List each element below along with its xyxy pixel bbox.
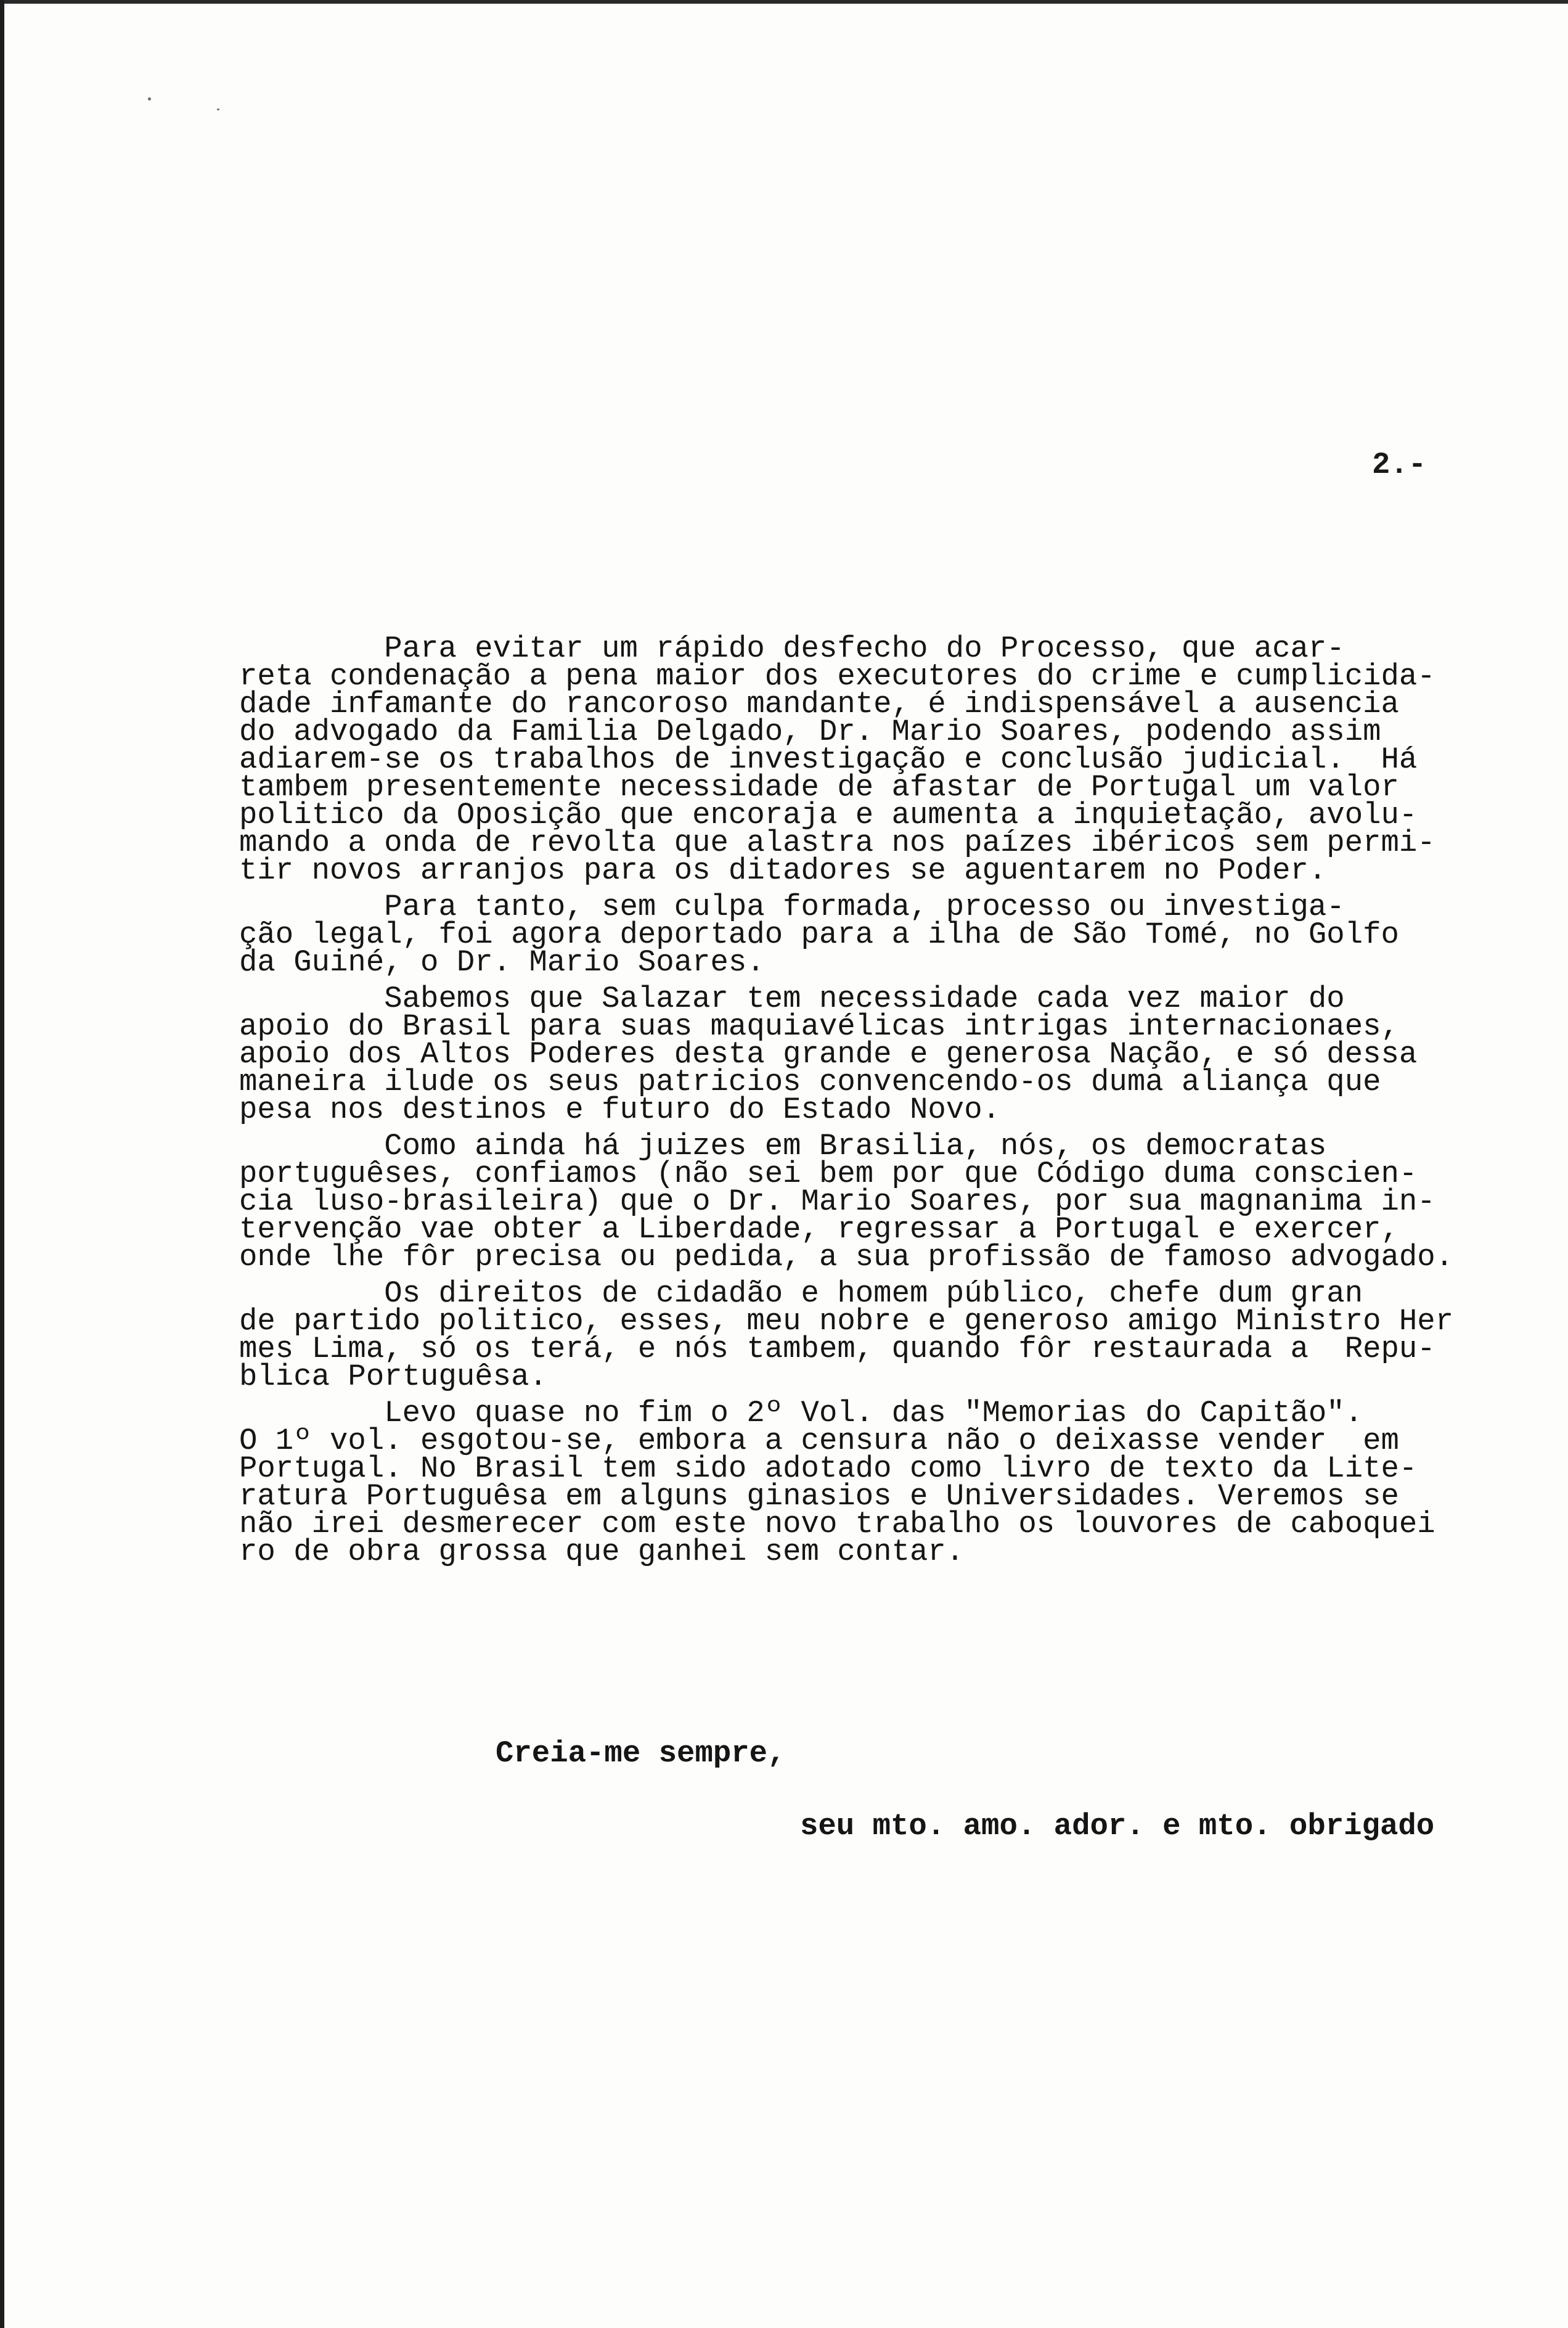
text-line: pesa nos destinos e futuro do Estado Novo. — [239, 1092, 1001, 1127]
paper-speck — [148, 97, 151, 100]
text-line: Portugal. No Brasil tem sido adotado como livro de texto da Lite- — [239, 1451, 1418, 1486]
text-line: Como ainda há juizes em Brasilia, nós, os democratas — [239, 1129, 1327, 1163]
text-line: Para tanto, sem culpa formada, processo ou investiga- — [239, 890, 1345, 924]
text-line: de partido politico, esses, meu nobre e generoso amigo Ministro Her — [239, 1304, 1454, 1338]
text-line: apoio dos Altos Poderes desta grande e generosa Nação, e só dessa — [239, 1037, 1418, 1072]
text-line: mes Lima, só os terá, e nós tambem, quando fôr restaurada a Repu- — [239, 1332, 1435, 1366]
text-line: da Guiné, o Dr. Mario Soares. — [239, 945, 765, 980]
text-line: ro de obra grossa que ganhei sem contar. — [239, 1535, 965, 1569]
text-line: tir novos arranjos para os ditadores se aguentarem no Poder. — [239, 853, 1327, 888]
text-line: tambem presentemente necessidade de afastar de Portugal um valor — [239, 770, 1399, 805]
paragraph — [239, 631, 1509, 888]
letter-body — [239, 631, 1509, 1575]
paragraph — [239, 1396, 1509, 1569]
text-line: tervenção vae obter a Liberdade, regressar a Portugal e exercer, — [239, 1212, 1399, 1247]
text-line: portuguêses, confiamos (não sei bem por que Código duma conscien- — [239, 1157, 1418, 1191]
text-line: adiarem-se os trabalhos de investigação e conclusão judicial. Há — [239, 742, 1418, 777]
signature-line: seu mto. amo. ador. e mto. obrigado — [800, 1809, 1435, 1843]
text-line: reta condenação a pena maior dos executores do crime e cumplicida- — [239, 659, 1435, 694]
text-line: Levo quase no fim o 2º Vol. das "Memorias do Capitão". — [239, 1396, 1363, 1430]
paragraph — [239, 1276, 1509, 1394]
paragraph — [239, 982, 1509, 1127]
text-line: blica Portuguêsa. — [239, 1359, 547, 1394]
text-line: O 1º vol. esgotou-se, embora a censura não o deixasse vender em — [239, 1424, 1399, 1458]
text-line: onde lhe fôr precisa ou pedida, a sua profissão de famoso advogado. — [239, 1240, 1454, 1274]
text-line: Os direitos de cidadão e homem público, chefe dum gran — [239, 1276, 1363, 1311]
page-left-edge — [0, 0, 12, 2328]
closing-salutation: Creia-me sempre, — [496, 1736, 786, 1771]
text-line: não irei desmerecer com este novo trabalho os louvores de caboquei — [239, 1507, 1435, 1541]
paragraph — [239, 890, 1509, 980]
text-line: mando a onda de revolta que alastra nos paízes ibéricos sem permi- — [239, 826, 1435, 860]
text-line: Para evitar um rápido desfecho do Processo, que acar- — [239, 631, 1345, 666]
paragraph — [239, 1129, 1509, 1274]
text-line: do advogado da Familia Delgado, Dr. Mario Soares, podendo assim — [239, 715, 1381, 749]
page-number: 2.- — [1372, 448, 1427, 482]
text-line: Sabemos que Salazar tem necessidade cada vez maior do — [239, 982, 1345, 1016]
text-line: dade infamante do rancoroso mandante, é indispensável a ausencia — [239, 687, 1399, 721]
text-line: apoio do Brasil para suas maquiavélicas intrigas internacionaes, — [239, 1009, 1399, 1044]
page-top-edge — [0, 0, 1568, 12]
text-line: maneira ilude os seus patricios convencendo-os duma aliança que — [239, 1065, 1381, 1099]
text-line: cia luso-brasileira) que o Dr. Mario Soares, por sua magnanima in- — [239, 1184, 1435, 1219]
text-line: ção legal, foi agora deportado para a ilha de São Tomé, no Golfo — [239, 917, 1399, 952]
paper-speck — [217, 109, 219, 110]
text-line: ratura Portuguêsa em alguns ginasios e Universidades. Veremos se — [239, 1479, 1399, 1514]
text-line: politico da Oposição que encoraja e aumenta a inquietação, avolu- — [239, 798, 1418, 832]
